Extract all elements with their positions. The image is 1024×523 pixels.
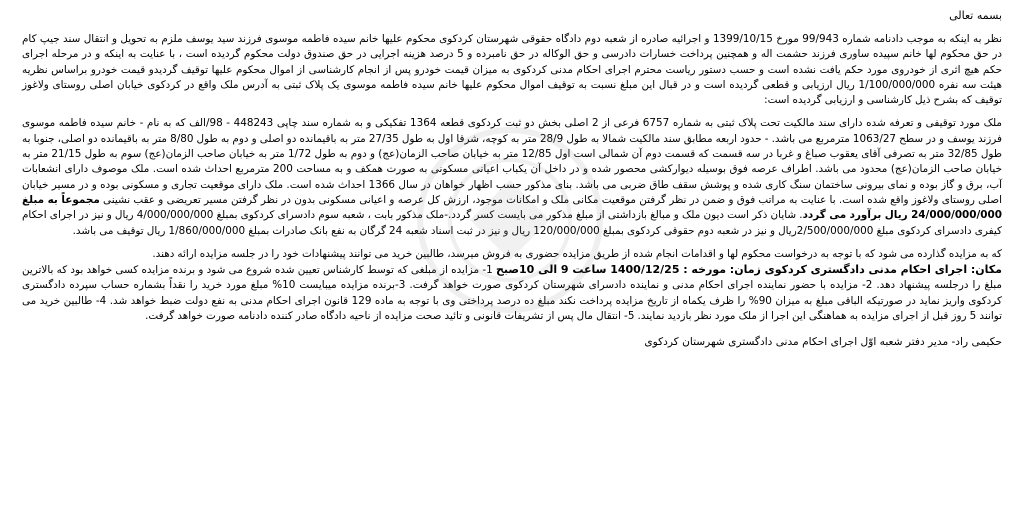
auction-place-time: مکان: اجرای احکام مدنی دادگستری کردکوی زمان: مورخه : 1400/12/25 ساعت 9 الی 10صبح [495,263,1002,277]
paragraph-property-description [22,116,1002,238]
property-liens-text: . شایان ذکر است دیون ملک و مبالغ بازداشتی از مبلغ مذکور می بایست کسر گردد.-ملک مذکور بابت ، شعبه سوم دادسرای کردکوی بمبلغ 4/000/000/000 ریال و نیز در اجرای احکام کیفری دادسرای کردکوی مبلغ 2/500/000/000ریال و نیز در شعبه دوم حقوقی کردکوی بمبلغ 120/000/000 ریال و نیز در ثبت اسناد شعبه 24 گرگان به نفع بانک صادرات بمبلغ 1/860/000/000 ریال توقیف می باشد. [22,209,1002,237]
property-description-text: ملک مورد توقیفی و تعرفه شده دارای سند مالکیت تحت پلاک ثبتی به شماره 6757 فرعی از 2 اصلی بخش دو ثبت کردکوی قطعه 1364 تفکیکی و به شماره سند چاپی 448243 - 98/الف که به نام - خانم سیده فاطمه موسوی فرزند یوسف و در سطح 1063/27 مترمربع می باشد. - حدود اربعه مطابق سند مالکیت شمالا به طول 28/9 متر به کوچه، شرقا اول به طول 27/35 متر به باقیمانده دو اصلی و دوم به طول 8/80 متر به باقیمانده دو اصلی، جنوبا به طول 32/85 متر به تصرفی آقای یعقوب صباغ و غربا در سه قسمت که قسمت دوم آن شمالی است اول 12/85 متر به خیابان صاحب الزمان(عج) و دوم به طول 1/72 متر به خیابان صاحب الزمان(عج) سوم به طول 21/15 متر به خیابان صاحب الزمان(عج) محدود می باشد. اطراف عرصه فوق بوسیله دیوارکشی محصور شده و در داخل آن یکباب اعیانی مسکونی به صورت همکف و به مساحت 200 مترمربع احداث شده است. ملک موصوف دارای انشعابات آب، برق و گاز بوده و نمای بیرونی ساختمان سنگ کاری شده و پوشش سقف طاق ضربی می باشد. بنای مذکور حسب اظهار خواهان در سال 1366 احداث شده است. ملک دارای موقعیت تجاری و مسکونی بوده و در مسیر خیابان اصلی روستای ولاغوز واقع شده است. با عنایت به مراتب فوق و ضمن در نظر گرفتن موقعیت مکانی ملک و امکانات موجود، ارزش کل عرصه و اعیانی مسکونی بدون در نظر گرفتن مسیر تعریضی و عقب نشینی [22,117,1003,206]
paragraph-auction-terms [22,247,1002,324]
auction-intro-text: که به مزایده گذارده می شود که با توجه به درخواست محکوم لها و اقدامات انجام شده از طریق مزایده حضوری به فروش میرسد، طالبین خرید می توانند پیشنهادات خود را در جلسه مزایده ارائه دهند. [152,247,1002,260]
property-valuation-total: مجموعاً به مبلغ 24/000/000/000 ریال برآورد می گردد [22,193,1002,222]
paragraph-intro: نظر به اینکه به موجب دادنامه شماره 99/943 مورخ 1399/10/15 و اجرائیه صادره از شعبه دوم دادگاه حقوقی شهرستان کردکوی محکوم علیها خانم سیده فاطمه موسوی فرزند سید یوسف ملزم به تحویل و انتقال سند جیپ کام در حق محکوم لها خانم سپیده ساوری فرزند حشمت اله و همچنین پرداخت خسارات دادرسی و حق الوکاله در حق نامبرده و 5 درصد هزینه اجرایی در حق صندوق دولت محکوم گردیده است ، با عنایت به اینکه و در مرحله اجرای حکم هیچ اثری از خودروی مورد حکم یافت نشده است و حسب دستور ریاست محترم اجرای احکام مدنی کردکوی به میزان قیمت خودرو پس از انجام کارشناسی از اموال محکوم علیها توقیف گردیدو قیمت خودرو براساس نظریه هیئت سه نفره 1/100/000/000 ریال ارزیابی و قطعی گردیده است و در قبال این مبلغ نسبت به توقیف اموال محکوم علیها خانم سیده فاطمه موسوی یک پلاک ثبتی به آدرس ملک واقع در کردکوی خیابان اصلی روستای ولاغوز توقیف که بشرح ذیل کارشناسی و ارزیابی گردیده است: [22,33,1003,107]
signature-line: حکیمی راد- مدیر دفتر شعبه اوّل اجرای احکام مدنی دادگستری شهرستان کردکوی [644,336,1002,349]
document-heading: بسمه تعالی [949,9,1002,22]
auction-conditions-text: 1- مزایده از مبلغی که توسط کارشناس تعیین شده شروع می شود و برنده مزایده کسی خواهد بود که بالاترین مبلغ را درجلسه پیشنهاد دهد. 2- مزایده با حضور نماینده اجرای احکام مدنی و نماینده دادسرای شهرستان کردکوی صورت خواهد گرفت. 3-برنده مزایده میبایست 10% مبلغ مورد خرید را نقداً بشماره حساب سپرده دادگستری کردکوی واریز نماید در صورتیکه الباقی مبلغ به میزان 90% را ظرف یکماه از تاریخ مزایده پرداخت نکند مبلغ ده درصد پرداختی وی با توجه به ماده 129 قانون اجرای احکام مدنی به نفع دولت ضبط خواهد شد. 4- طالبین خرید می توانند 5 روز قبل از اجرای مزایده به هماهنگی این اجرا از ملک مورد نظر بازدید نمایند. 5- انتقال مال پس از تشریفات قانونی و تائید صحت مزایده از ناحیه دادگاه صادر کننده دادنامه صورت خواهد گرفت. [22,264,1002,323]
